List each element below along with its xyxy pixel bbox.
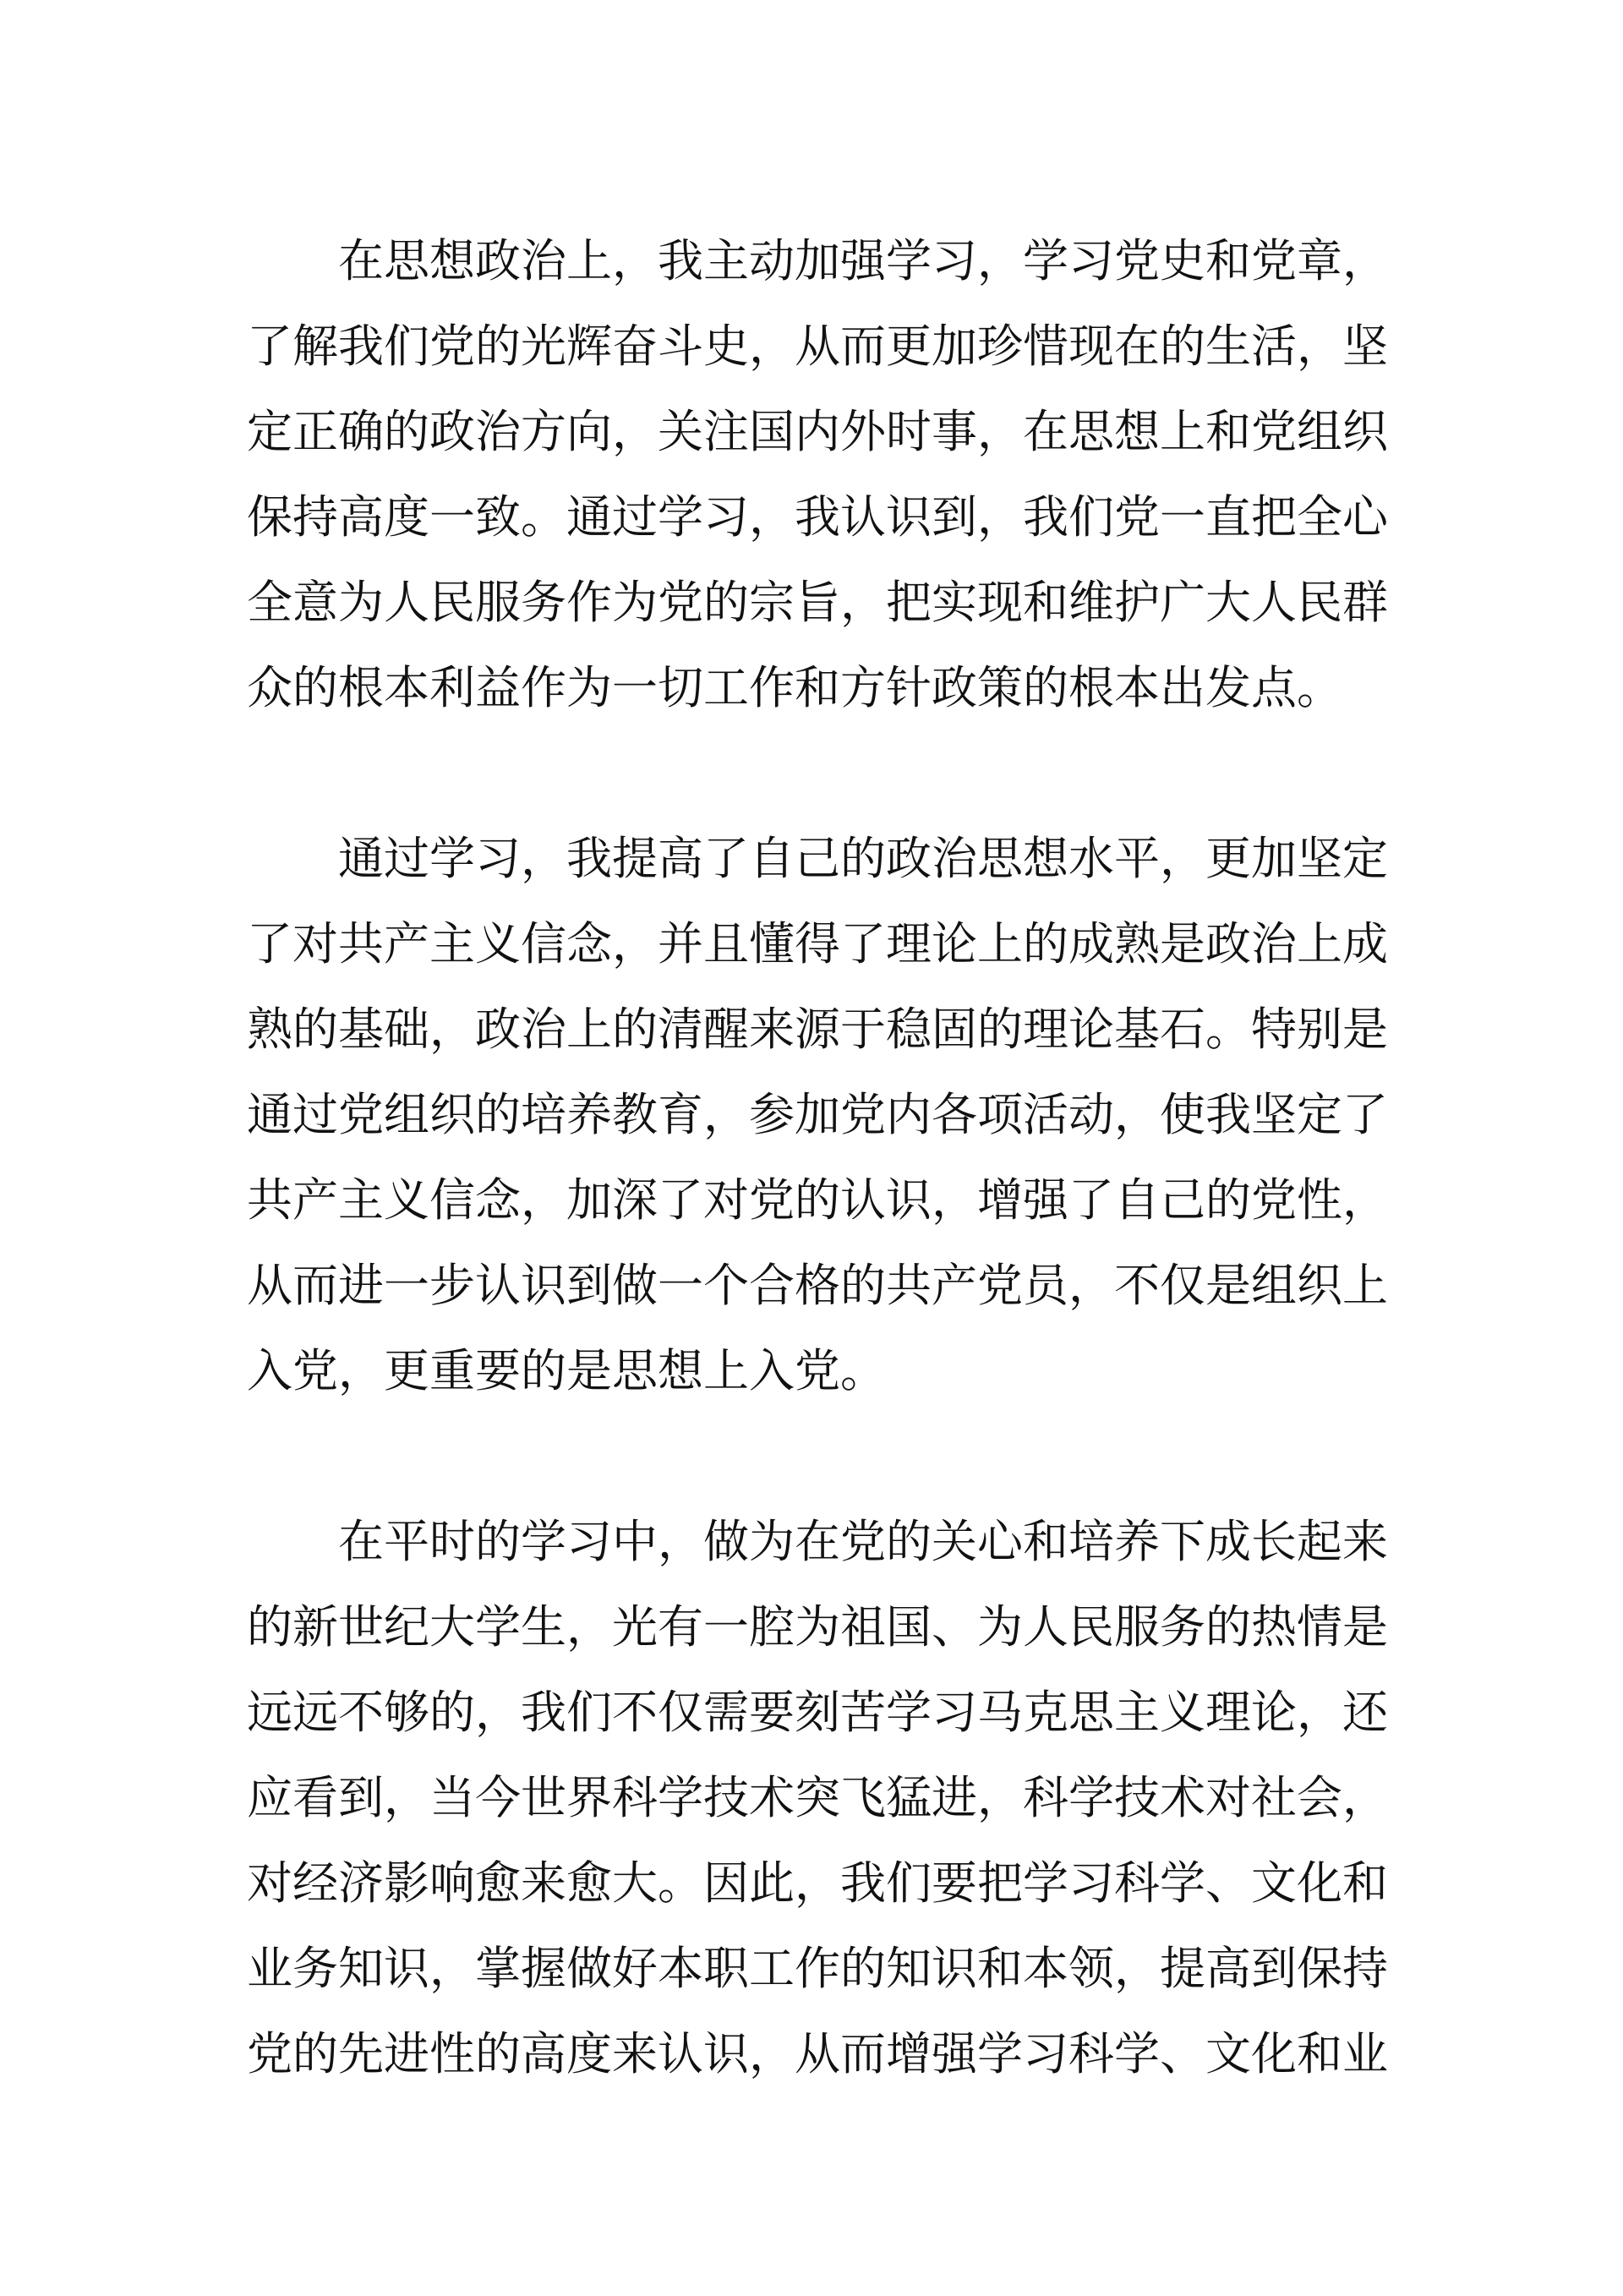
paragraph-line: 众的根本利益作为一切工作和方针政策的根本出发点。 xyxy=(247,661,1342,714)
paragraph-line: 全意为人民服务作为党的宗旨，把实现和维护广大人民群 xyxy=(247,576,1388,629)
paragraph-2 xyxy=(247,816,1388,1413)
paragraph-1 xyxy=(247,218,1388,730)
paragraph-line: 在思想政治上，我主动加强学习，学习党史和党章， xyxy=(338,234,1388,287)
paragraph-line: 远远不够的，我们不仅需要刻苦学习马克思主义理论，还 xyxy=(247,1686,1388,1739)
document-body xyxy=(247,218,1388,2096)
paragraph-spacer xyxy=(247,730,1388,816)
paragraph-line: 应看到，当今世界科学技术突飞猛进，科学技术对社会， xyxy=(247,1771,1388,1824)
paragraph-line: 保持高度一致。通过学习，我认识到，我们党一直把全心 xyxy=(247,490,1388,544)
paragraph-line: 了解我们党的光辉奋斗史，从而更加珍惜现在的生活，坚 xyxy=(247,320,1388,373)
paragraph-line: 在平时的学习中，做为在党的关心和培养下成长起来 xyxy=(338,1515,1388,1568)
paragraph-line: 共产主义信念，加深了对党的认识，增强了自己的党性， xyxy=(247,1173,1388,1227)
paragraph-line: 业务知识，掌握做好本职工作的知识和本领，提高到保持 xyxy=(247,1942,1388,1995)
paragraph-line: 定正确的政治方向，关注国内外时事，在思想上和党组织 xyxy=(247,405,1388,458)
paragraph-line: 入党，更重要的是思想上入党。 xyxy=(247,1344,886,1397)
paragraph-spacer xyxy=(247,1413,1388,1499)
paragraph-line: 通过学习，我提高了自己的政治思想水平，更加坚定 xyxy=(338,832,1388,885)
paragraph-line: 对经济影响愈来愈大。因此，我们要把学习科学、文化和 xyxy=(247,1856,1388,1910)
paragraph-line: 熟的基础，政治上的清醒来源于稳固的理论基石。特别是 xyxy=(247,1003,1388,1056)
paragraph-3 xyxy=(247,1499,1388,2096)
paragraph-line: 从而进一步认识到做一个合格的共产党员，不仅是组织上 xyxy=(247,1259,1388,1312)
paragraph-line: 了对共产主义信念，并且懂得了理论上的成熟是政治上成 xyxy=(247,917,1388,970)
paragraph-line: 党的先进性的高度来认识，从而增强学习科学、文化和业 xyxy=(247,2027,1388,2080)
paragraph-line: 的新世纪大学生，光有一腔为祖国、为人民服务的热情是 xyxy=(247,1600,1388,1654)
paragraph-line: 通过党组织的培养教育，参加党内各项活动，使我坚定了 xyxy=(247,1088,1388,1141)
